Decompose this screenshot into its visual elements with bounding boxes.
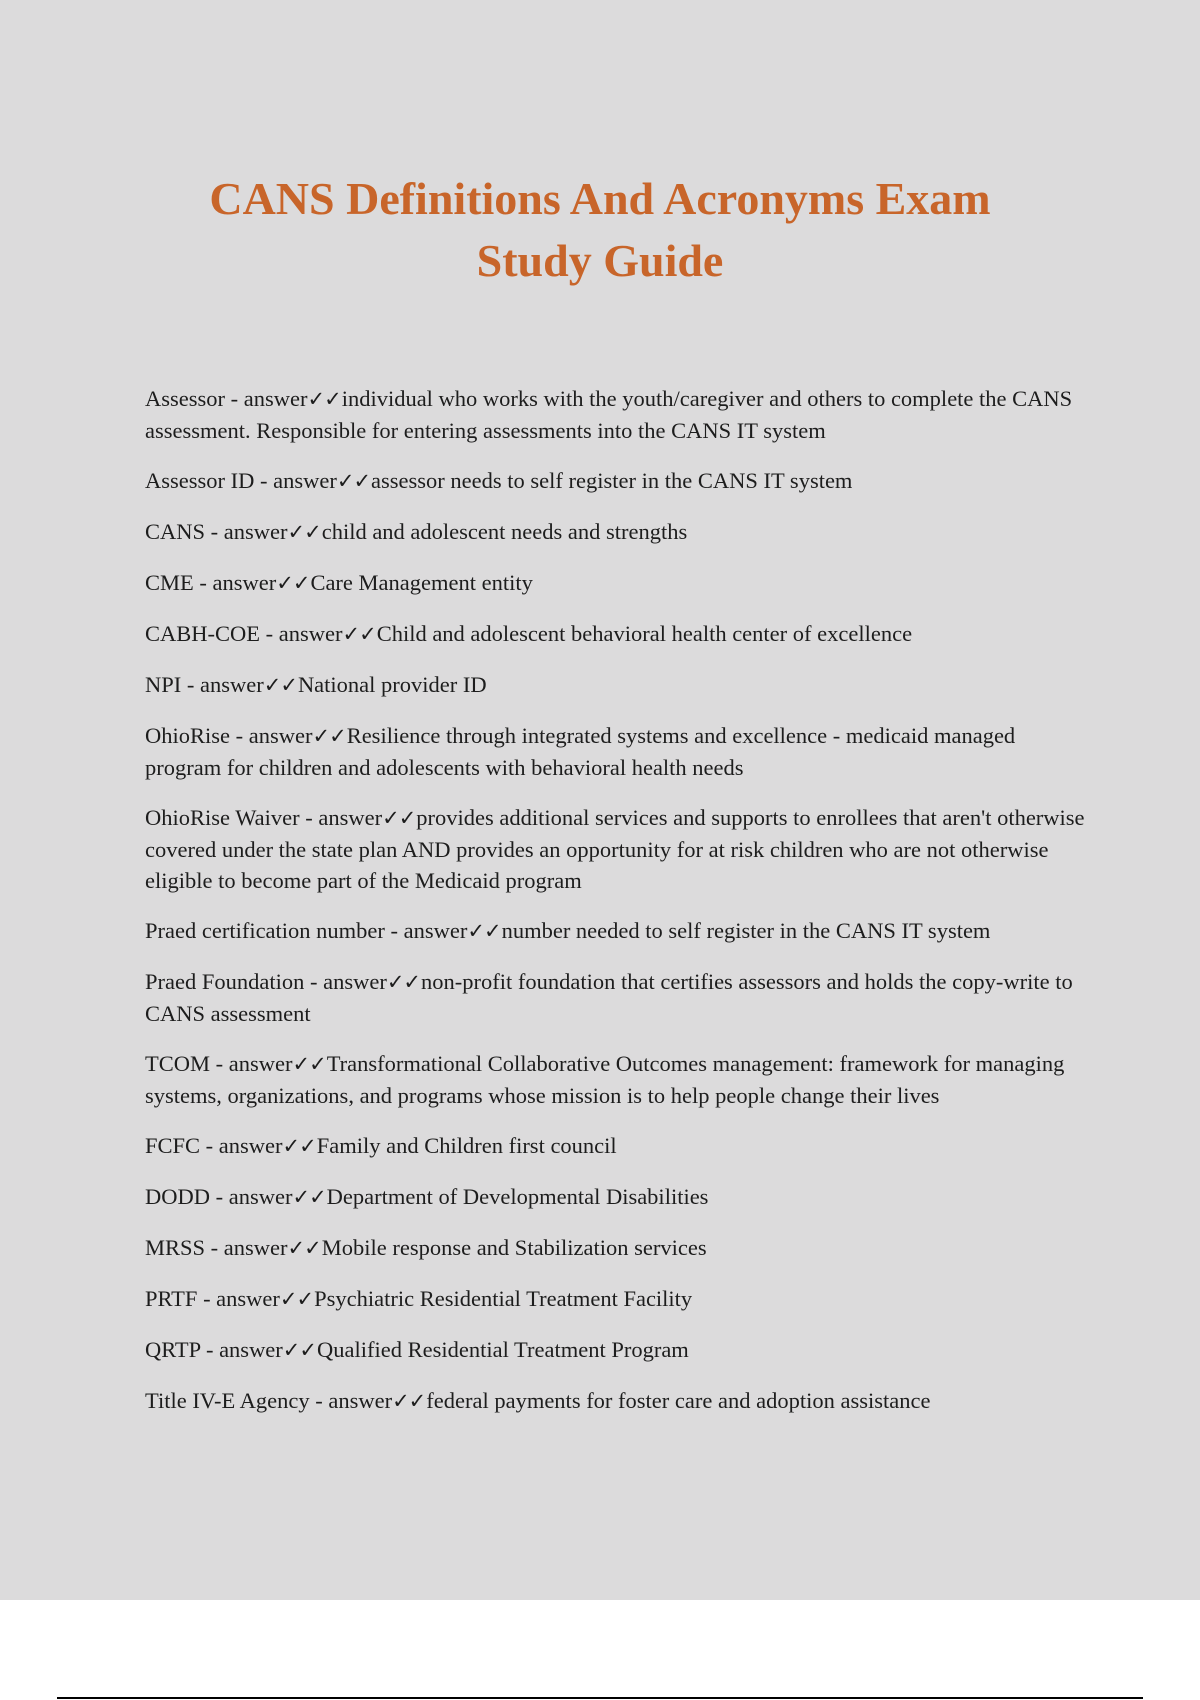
entry-separator: - answer bbox=[384, 918, 468, 943]
check-marks-icon: ✓✓ bbox=[292, 1052, 326, 1076]
entry-separator: - answer bbox=[200, 1337, 283, 1362]
entry-definition: assessor needs to self register in the CANS IT system bbox=[371, 468, 853, 493]
check-marks-icon: ✓✓ bbox=[467, 919, 501, 943]
entry-separator: - answer bbox=[200, 1133, 283, 1158]
definition-entry bbox=[145, 1130, 1090, 1162]
definition-entry bbox=[145, 1385, 1090, 1417]
entry-separator: - answer bbox=[230, 723, 313, 748]
check-marks-icon: ✓✓ bbox=[307, 387, 341, 411]
definition-entry bbox=[145, 465, 1090, 497]
entry-definition: Department of Developmental Disabilities bbox=[326, 1184, 709, 1209]
check-marks-icon: ✓✓ bbox=[342, 622, 376, 646]
definition-entry bbox=[145, 802, 1090, 896]
entry-definition: Qualified Residential Treatment Program bbox=[317, 1337, 689, 1362]
check-marks-icon: ✓✓ bbox=[312, 724, 346, 748]
entry-separator: - answer bbox=[181, 672, 264, 697]
entry-term: DODD bbox=[145, 1184, 210, 1209]
entry-separator: - answer bbox=[309, 1388, 393, 1413]
entry-definition: non-profit foundation that certifies assessors and holds the copy-write to CANS assessment bbox=[145, 969, 1073, 1026]
check-marks-icon: ✓✓ bbox=[292, 1185, 326, 1209]
entry-term: CABH-COE bbox=[145, 621, 261, 646]
definition-entry bbox=[145, 516, 1090, 548]
definition-entry bbox=[145, 1283, 1090, 1315]
entry-term: QRTP bbox=[145, 1337, 201, 1362]
entry-term: MRSS bbox=[145, 1235, 206, 1260]
definition-entry bbox=[145, 618, 1090, 650]
entry-definition: individual who works with the youth/caregiver and others to complete the CANS assessment. Responsible for entering assessments into the CANS IT system bbox=[145, 386, 1073, 443]
entry-term: CANS bbox=[145, 519, 206, 544]
check-marks-icon: ✓✓ bbox=[263, 673, 297, 697]
entry-separator: - answer bbox=[304, 969, 387, 994]
entry-definition: child and adolescent needs and strengths bbox=[321, 519, 688, 544]
check-marks-icon: ✓✓ bbox=[287, 1236, 321, 1260]
entry-separator: - answer bbox=[254, 468, 337, 493]
definition-entry bbox=[145, 1181, 1090, 1213]
check-marks-icon: ✓✓ bbox=[282, 1338, 316, 1362]
entry-separator: - answer bbox=[197, 1286, 280, 1311]
definition-entry bbox=[145, 1232, 1090, 1264]
entry-definition: Child and adolescent behavioral health center of excellence bbox=[376, 621, 913, 646]
entry-separator: - answer bbox=[260, 621, 343, 646]
entry-term: OhioRise Waiver bbox=[145, 805, 300, 830]
check-marks-icon: ✓✓ bbox=[386, 970, 421, 994]
definition-entry bbox=[145, 1048, 1090, 1111]
entry-separator: - answer bbox=[210, 1184, 293, 1209]
entry-term: OhioRise bbox=[145, 723, 231, 748]
entry-definition: Resilience through integrated systems and excellence - medicaid managed program for children and adolescents with behavioral health needs bbox=[145, 723, 1016, 780]
entry-term: CME bbox=[145, 570, 194, 595]
entry-separator: - answer bbox=[210, 1051, 293, 1076]
definition-entry bbox=[145, 669, 1090, 701]
entry-term: Praed certification number bbox=[145, 918, 385, 943]
definitions-list bbox=[145, 383, 1090, 1436]
entry-term: Assessor bbox=[145, 386, 226, 411]
entry-definition: National provider ID bbox=[297, 672, 487, 697]
entry-definition: provides additional services and supports to enrollees that aren't otherwise covered under the state plan AND provides an opportunity for at risk children who are not otherwise eligible to become part of the Medicaid program bbox=[145, 805, 1085, 893]
entry-term: Praed Foundation bbox=[145, 969, 305, 994]
definition-entry bbox=[145, 915, 1090, 947]
definition-entry bbox=[145, 720, 1090, 783]
entry-term: NPI bbox=[145, 672, 182, 697]
check-marks-icon: ✓✓ bbox=[279, 1287, 314, 1311]
page-title bbox=[0, 168, 1200, 292]
entry-separator: - answer bbox=[205, 519, 288, 544]
footer-divider bbox=[57, 1697, 1143, 1699]
entry-term: FCFC bbox=[145, 1133, 201, 1158]
title-line-2: Study Guide bbox=[476, 235, 724, 286]
entry-separator: - answer bbox=[225, 386, 308, 411]
definition-entry bbox=[145, 383, 1090, 446]
check-marks-icon: ✓✓ bbox=[287, 520, 321, 544]
entry-definition: Transformational Collaborative Outcomes management: framework for managing systems, organizations, and programs whose mission is to help people change their lives bbox=[145, 1051, 1065, 1108]
entry-definition: Psychiatric Residential Treatment Facility bbox=[314, 1286, 693, 1311]
definition-entry bbox=[145, 966, 1090, 1029]
title-line-1: CANS Definitions And Acronyms Exam bbox=[209, 173, 991, 224]
check-marks-icon: ✓✓ bbox=[392, 1389, 426, 1413]
entry-definition: Family and Children first council bbox=[316, 1133, 617, 1158]
check-marks-icon: ✓✓ bbox=[276, 571, 310, 595]
entry-term: TCOM bbox=[145, 1051, 211, 1076]
entry-term: PRTF bbox=[145, 1286, 198, 1311]
entry-definition: Mobile response and Stabilization services bbox=[321, 1235, 707, 1260]
entry-term: Assessor ID bbox=[145, 468, 255, 493]
entry-definition: Care Management entity bbox=[310, 570, 533, 595]
entry-separator: - answer bbox=[193, 570, 277, 595]
entry-separator: - answer bbox=[205, 1235, 288, 1260]
entry-term: Title IV-E Agency bbox=[145, 1388, 310, 1413]
definition-entry bbox=[145, 567, 1090, 599]
entry-separator: - answer bbox=[299, 805, 383, 830]
check-marks-icon: ✓✓ bbox=[282, 1134, 316, 1158]
entry-definition: number needed to self register in the CANS IT system bbox=[501, 918, 991, 943]
check-marks-icon: ✓✓ bbox=[336, 469, 371, 493]
definition-entry bbox=[145, 1334, 1090, 1366]
check-marks-icon: ✓✓ bbox=[382, 806, 416, 830]
entry-definition: federal payments for foster care and adoption assistance bbox=[426, 1388, 931, 1413]
